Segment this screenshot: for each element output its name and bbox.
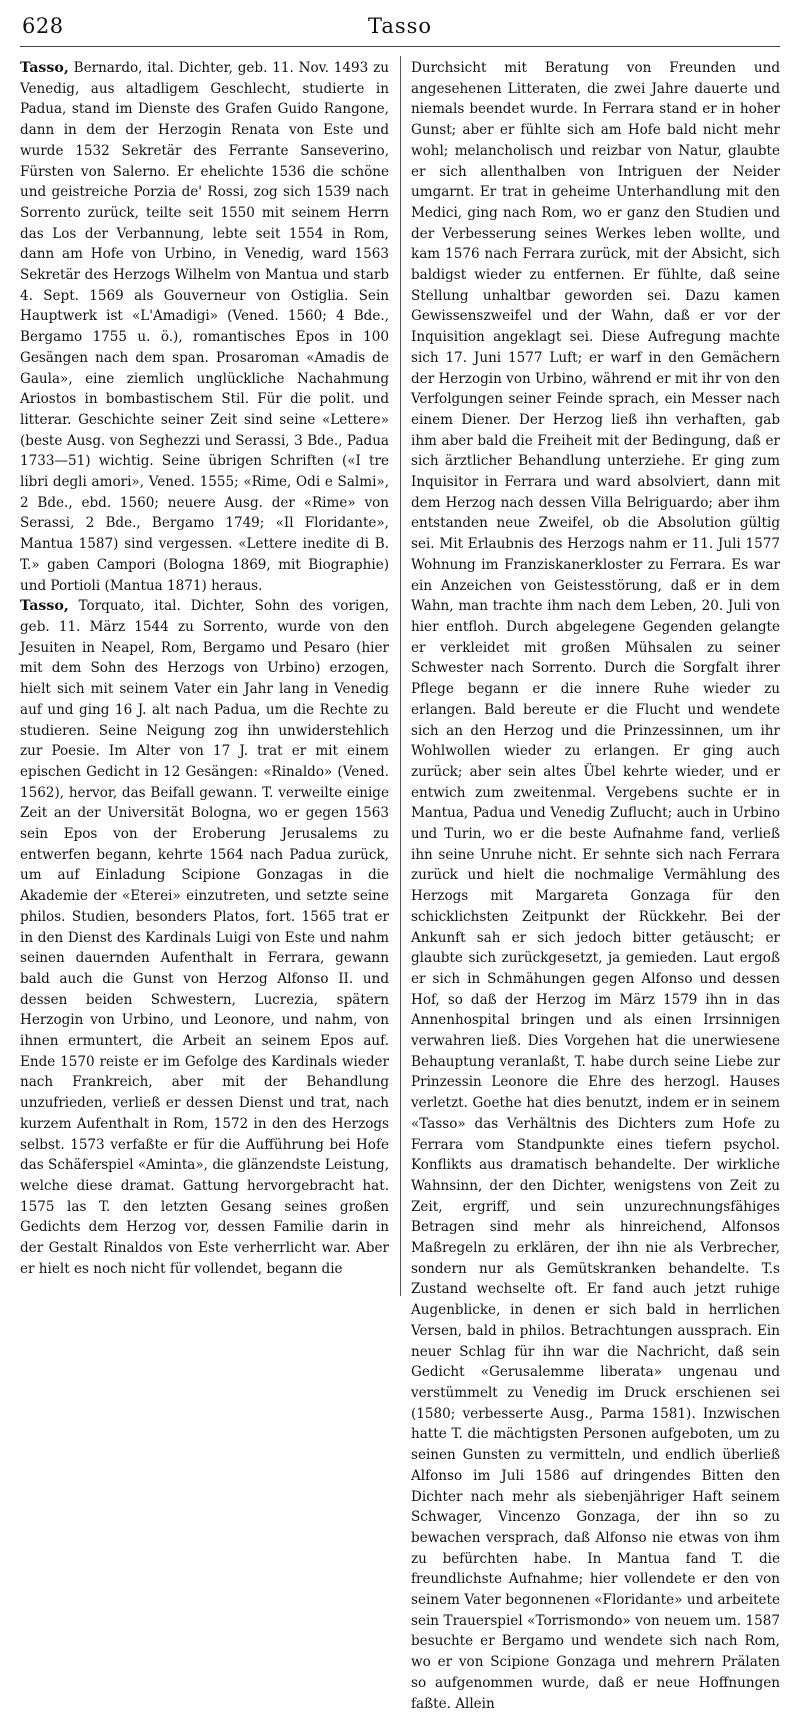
column-divider <box>400 56 401 1296</box>
entry-torquato <box>20 596 389 1279</box>
entry-headword: Tasso, <box>20 598 69 615</box>
right-column <box>411 58 780 1714</box>
entry-body-continued: Durchsicht mit Beratung von Freunden und angesehenen Litteraten, die zwei Jahre dauerte und niemals beendet wurde. In Ferrara stand er in hoher Gunst; aber er fühlte sich am Hofe bald nicht mehr wohl; melancholisch und reizbar von Natur, glaubte er sich allenthalben von Intriguen der Neider umgarnt. Er trat in geheime Unterhandlung mit den Medici, ging nach Rom, wo er ganz den Studien und der Verbesserung seines Werkes leben wollte, und kam 1576 nach Ferrara zurück, mit der Absicht, sich baldigst wieder zu entfernen. Er fühlte, daß seine Stellung unhaltbar geworden sei. Dazu kamen Gewissenszweifel und der Wahn, daß er vor der Inquisition angeklagt sei. Diese Aufregung machte sich 17. Juni 1577 Luft; er warf in den Gemächern der Herzogin von Urbino, während er mit ihr von den Verfolgungen seiner Feinde sprach, ein Messer nach einem Diener. Der Herzog ließ ihn verhaften, gab ihm aber bald die Freiheit mit der Bedingung, daß er sich ärztlicher Behandlung unterziehe. Er ging zum Inquisitor in Ferrara und ward absolviert, dann mit dem Herzog nach dessen Villa Belriguardo; aber ihm entstanden neue Zweifel, ob die Absolution gültig sei. Mit Erlaubnis des Herzogs nahm er 11. Juli 1577 Wohnung im Franziskanerkloster zu Ferrara. Es war ein Anzeichen von Geistesstörung, daß er in dem Wahn, man trachte ihm nach dem Leben, 20. Juli von hier entfloh. Durch abgelegene Gegenden gelangte er verkleidet mit großen Mühsalen zu seiner Schwester nach Sorrento. Durch die Sorgfalt ihrer Pflege begann er die innere Ruhe wieder zu erlangen. Bald bereute er die Flucht und wendete sich an den Herzog und die Prinzessinnen, um ihr Wohlwollen wieder zu erlangen. Er ging auch zurück; aber sein altes Übel kehrte wieder, und er entwich zum zweitenmal. Vergebens suchte er in Mantua, Padua und Venedig Zuflucht; auch in Urbino und Turin, wo er die beste Aufnahme fand, verließ ihn seine Unruhe nicht. Er sehnte sich nach Ferrara zurück und hielt die nochmalige Vermählung des Herzogs mit Margareta Gonzaga für den schicklichsten Zeitpunkt der Rückkehr. Bei der Ankunft sah er sich jedoch bitter getäuscht; er glaubte sich zurückgesetzt, ja gemieden. Laut ergoß er sich in Schmähungen gegen Alfonso und dessen Hof, so daß der Herzog im März 1579 ihn in das Annenhospital bringen und als einen Irrsinnigen verwahren ließ. Dies Vorgehen hat die unerwiesene Behauptung veranlaßt, T. habe durch seine Liebe zur Prinzessin Leonore die Ehre des herzogl. Hauses verletzt. Goethe hat dies benutzt, indem er in seinem «Tasso» das Verhältnis des Dichters zum Hofe zu Ferrara vom Standpunkte eines tiefern psychol. Konflikts aus dramatisch behandelte. Der wirkliche Wahnsinn, der den Dichter, wenigstens von Zeit zu Zeit, ergriff, und sein unzurechnungsfähiges Betragen sind mehr als hinreichend, Alfonsos Maßregeln zu erklären, der ihn nie als Verbrecher, sondern nur als Gemütskranken behandelte. T.s Zustand wechselte oft. Er fand auch jetzt ruhige Augenblicke, in denen er sich bald in herrlichen Versen, bald in philos. Betrachtungen aussprach. Ein neuer Schlag für ihn war die Nachricht, daß sein Gedicht «Gerusalemme liberata» ungenau und verstümmelt zu Venedig im Druck erschienen sei (1580; verbesserte Ausg., Parma 1581). Inzwischen hatte T. die mächtigsten Personen aufgeboten, um zu seinen Gunsten zu vermitteln, und endlich überließ Alfonso im Juli 1586 auf dringendes Bitten den Dichter nach mehr als siebenjähriger Haft seinem Schwager, Vincenzo Gonzaga, der ihn so zu bewachen versprach, daß Alfonso nie etwas von ihm zu befürchten habe. In Mantua fand T. die freundlichste Aufnahme; hier vollendete er den von seinem Vater begonnenen «Floridante» und arbeitete sein Trauerspiel «Torrismondo» von neuem um. 1587 besuchte er Bergamo und wendete sich nach Rom, wo er von Scipione Gonzaga und mehrern Prälaten so aufgenommen wurde, daß er neue Hoffnungen faßte. Allein <box>411 60 780 1712</box>
running-title: Tasso <box>367 14 433 38</box>
entry-headword: Tasso, <box>20 60 69 76</box>
page-header <box>20 6 780 47</box>
entry-bernardo <box>20 58 389 596</box>
left-column <box>20 58 389 1279</box>
entry-body: Bernardo, ital. Dichter, geb. 11. Nov. 1493 zu Venedig, aus altadligem Geschlecht, studierte in Padua, stand im Dienste des Grafen Guido Rangone, dann in dem der Herzogin Renata von Este und wurde 1532 Sekretär des Ferrante Sanseverino, Fürsten von Salerno. Er ehelichte 1536 die schöne und geistreiche Porzia de' Rossi, zog sich 1539 nach Sorrento zurück, teilte seit 1550 mit seinem Herrn das Los der Verbannung, lebte seit 1554 in Rom, dann am Hofe von Urbino, in Venedig, ward 1563 Sekretär des Herzogs Wilhelm von Mantua und starb 4. Sept. 1569 als Gouverneur von Ostiglia. Sein Hauptwerk ist «L'Amadigi» (Vened. 1560; 4 Bde., Bergamo 1755 u. ö.), romantisches Epos in 100 Gesängen nach dem span. Prosaroman «Amadis de Gaula», eine ziemlich unglückliche Nachahmung Ariostos in bombastischem Stil. Für die polit. und litterar. Geschichte seiner Zeit sind seine «Lettere» (beste Ausg. von Seghezzi und Serassi, 3 Bde., Padua 1733—51) wichtig. Seine übrigen Schriften («I tre libri degli amori», Vened. 1555; «Rime, Odi e Salmi», 2 Bde., ebd. 1560; neuere Ausg. der «Rime» von Serassi, 2 Bde., Bergamo 1749; «Il Floridante», Mantua 1587) sind vergessen. «Lettere inedite di B. T.» gaben Campori (Bologna 1869, mit Biographie) und Portioli (Mantua 1871) heraus. <box>20 60 389 594</box>
entry-body: Torquato, ital. Dichter, Sohn des vorigen, geb. 11. März 1544 zu Sorrento, wurde von den Jesuiten in Neapel, Rom, Bergamo und Pesaro (hier mit dem Sohn des Herzogs von Urbino) erzogen, hielt sich mit seinem Vater ein Jahr lang in Venedig auf und ging 16 J. alt nach Padua, um die Rechte zu studieren. Seine Neigung zog ihn unwiderstehlich zur Poesie. Im Alter von 17 J. trat er mit einem epischen Gedicht in 12 Gesängen: «Rinaldo» (Vened. 1562), hervor, das Beifall gewann. T. verweilte einige Zeit an der Universität Bologna, wo er gegen 1563 sein Epos von der Eroberung Jerusalems zu entwerfen begann, kehrte 1564 nach Padua zurück, um auf Einladung Scipione Gonzagas in die Akademie der «Eterei» einzutreten, und setzte seine philos. Studien, besonders Platos, fort. 1565 trat er in den Dienst des Kardinals Luigi von Este und nahm seinen dauernden Aufenthalt in Ferrara, gewann bald auch die Gunst von Herzog Alfonso II. und dessen beiden Schwestern, Lucrezia, spätern Herzogin von Urbino, und Leonore, und nahm, von ihnen ermuntert, die Arbeit an seinem Epos auf. Ende 1570 reiste er im Gefolge des Kardinals wieder nach Frankreich, aber mit der Behandlung unzufrieden, verließ er dessen Dienst und trat, nach kurzem Aufenthalt in Rom, 1572 in den des Herzogs selbst. 1573 verfaßte er für die Aufführung bei Hofe das Schäferspiel «Aminta», die glänzendste Leistung, welche diese dramat. Gattung hervorgebracht hat. 1575 las T. den letzten Gesang seines großen Gedichts dem Herzog vor, dessen Familie darin in der Gestalt Rinaldos von Este verherrlicht war. Aber er hielt es noch nicht für vollendet, begann die <box>20 598 389 1277</box>
page-number: 628 <box>22 14 64 38</box>
entry-torquato-continued <box>411 58 780 1714</box>
